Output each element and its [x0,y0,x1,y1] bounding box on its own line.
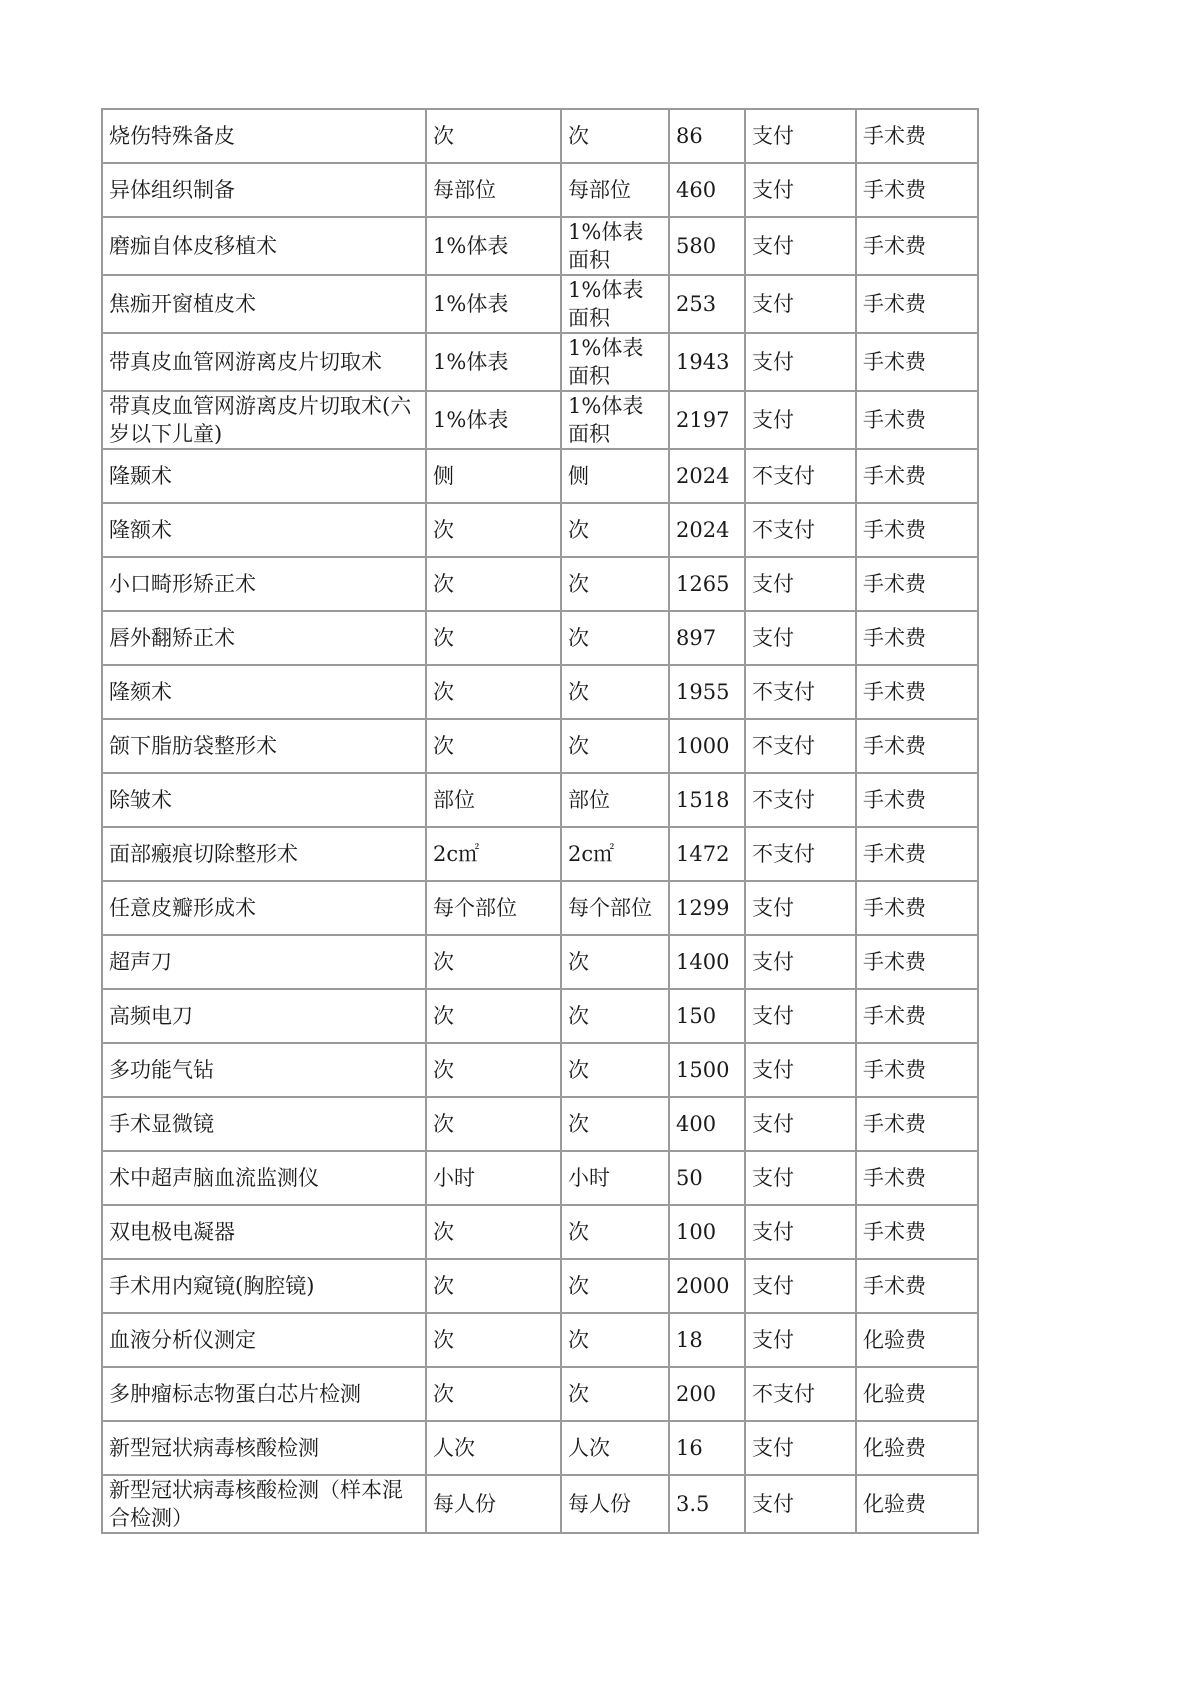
item-name-cell: 烧伤特殊备皮 [102,109,426,163]
payment-cell: 支付 [745,881,856,935]
pricing-unit-cell: 次 [561,1259,669,1313]
payment-cell: 支付 [745,1043,856,1097]
item-name-cell: 术中超声脑血流监测仪 [102,1151,426,1205]
item-name-cell: 唇外翻矫正术 [102,611,426,665]
fee-type-cell: 手术费 [856,773,978,827]
item-name-cell: 新型冠状病毒核酸检测（样本混合检测） [102,1475,426,1533]
price-cell: 100 [669,1205,745,1259]
fee-table [101,108,979,1534]
unit-cell: 次 [426,1043,561,1097]
payment-cell: 支付 [745,1313,856,1367]
table-row [102,719,978,773]
item-name-cell: 隆颏术 [102,665,426,719]
pricing-unit-cell: 次 [561,1043,669,1097]
item-name-cell: 焦痂开窗植皮术 [102,275,426,333]
fee-type-cell: 手术费 [856,1097,978,1151]
price-cell: 1299 [669,881,745,935]
payment-cell: 不支付 [745,773,856,827]
table-row [102,1475,978,1533]
unit-cell: 人次 [426,1421,561,1475]
price-cell: 253 [669,275,745,333]
table-row [102,391,978,449]
payment-cell: 支付 [745,1151,856,1205]
fee-type-cell: 手术费 [856,557,978,611]
table-row [102,1043,978,1097]
payment-cell: 支付 [745,1421,856,1475]
fee-type-cell: 化验费 [856,1313,978,1367]
table-row [102,611,978,665]
unit-cell: 次 [426,665,561,719]
unit-cell: 次 [426,1097,561,1151]
pricing-unit-cell: 小时 [561,1151,669,1205]
table-row [102,217,978,275]
fee-type-cell: 手术费 [856,881,978,935]
price-cell: 86 [669,109,745,163]
price-cell: 1500 [669,1043,745,1097]
table-row [102,1097,978,1151]
price-cell: 1943 [669,333,745,391]
unit-cell: 次 [426,109,561,163]
item-name-cell: 多肿瘤标志物蛋白芯片检测 [102,1367,426,1421]
fee-type-cell: 手术费 [856,935,978,989]
fee-type-cell: 手术费 [856,391,978,449]
unit-cell: 每个部位 [426,881,561,935]
unit-cell: 次 [426,611,561,665]
pricing-unit-cell: 1%体表面积 [561,333,669,391]
pricing-unit-cell: 次 [561,557,669,611]
payment-cell: 支付 [745,1205,856,1259]
payment-cell: 支付 [745,217,856,275]
payment-cell: 支付 [745,611,856,665]
fee-type-cell: 手术费 [856,827,978,881]
unit-cell: 次 [426,557,561,611]
pricing-unit-cell: 次 [561,1097,669,1151]
table-row [102,773,978,827]
item-name-cell: 除皱术 [102,773,426,827]
pricing-unit-cell: 次 [561,1205,669,1259]
item-name-cell: 任意皮瓣形成术 [102,881,426,935]
payment-cell: 不支付 [745,1367,856,1421]
table-row [102,1313,978,1367]
price-cell: 460 [669,163,745,217]
pricing-unit-cell: 部位 [561,773,669,827]
item-name-cell: 磨痂自体皮移植术 [102,217,426,275]
fee-type-cell: 手术费 [856,275,978,333]
fee-type-cell: 手术费 [856,1205,978,1259]
unit-cell: 次 [426,1313,561,1367]
pricing-unit-cell: 2c㎡ [561,827,669,881]
price-cell: 3.5 [669,1475,745,1533]
fee-type-cell: 化验费 [856,1367,978,1421]
payment-cell: 支付 [745,935,856,989]
pricing-unit-cell: 1%体表面积 [561,391,669,449]
pricing-unit-cell: 每个部位 [561,881,669,935]
table-row [102,1421,978,1475]
fee-type-cell: 手术费 [856,665,978,719]
table-row [102,827,978,881]
price-cell: 1472 [669,827,745,881]
unit-cell: 1%体表 [426,333,561,391]
pricing-unit-cell: 侧 [561,449,669,503]
price-cell: 18 [669,1313,745,1367]
fee-type-cell: 手术费 [856,1043,978,1097]
payment-cell: 支付 [745,557,856,611]
item-name-cell: 隆颞术 [102,449,426,503]
table-row [102,665,978,719]
table-row [102,1151,978,1205]
price-cell: 1000 [669,719,745,773]
unit-cell: 次 [426,935,561,989]
table-row [102,275,978,333]
unit-cell: 1%体表 [426,217,561,275]
unit-cell: 次 [426,1205,561,1259]
payment-cell: 支付 [745,109,856,163]
table-row [102,109,978,163]
fee-type-cell: 手术费 [856,1259,978,1313]
price-cell: 150 [669,989,745,1043]
fee-type-cell: 手术费 [856,989,978,1043]
fee-type-cell: 化验费 [856,1421,978,1475]
fee-type-cell: 化验费 [856,1475,978,1533]
item-name-cell: 异体组织制备 [102,163,426,217]
payment-cell: 不支付 [745,827,856,881]
table-row [102,989,978,1043]
payment-cell: 支付 [745,333,856,391]
unit-cell: 部位 [426,773,561,827]
payment-cell: 支付 [745,989,856,1043]
price-cell: 50 [669,1151,745,1205]
unit-cell: 次 [426,1259,561,1313]
item-name-cell: 隆额术 [102,503,426,557]
table-row [102,1205,978,1259]
pricing-unit-cell: 每部位 [561,163,669,217]
item-name-cell: 面部瘢痕切除整形术 [102,827,426,881]
item-name-cell: 小口畸形矫正术 [102,557,426,611]
table-row [102,503,978,557]
table-row [102,557,978,611]
pricing-unit-cell: 次 [561,989,669,1043]
pricing-unit-cell: 每人份 [561,1475,669,1533]
unit-cell: 小时 [426,1151,561,1205]
item-name-cell: 手术用内窥镜(胸腔镜) [102,1259,426,1313]
table-row [102,1259,978,1313]
item-name-cell: 超声刀 [102,935,426,989]
table-row [102,449,978,503]
payment-cell: 不支付 [745,665,856,719]
price-cell: 2000 [669,1259,745,1313]
payment-cell: 支付 [745,1097,856,1151]
unit-cell: 2c㎡ [426,827,561,881]
price-cell: 1265 [669,557,745,611]
fee-type-cell: 手术费 [856,163,978,217]
item-name-cell: 双电极电凝器 [102,1205,426,1259]
price-cell: 200 [669,1367,745,1421]
item-name-cell: 带真皮血管网游离皮片切取术(六岁以下儿童) [102,391,426,449]
payment-cell: 支付 [745,391,856,449]
fee-type-cell: 手术费 [856,1151,978,1205]
unit-cell: 次 [426,503,561,557]
pricing-unit-cell: 人次 [561,1421,669,1475]
unit-cell: 次 [426,1367,561,1421]
item-name-cell: 高频电刀 [102,989,426,1043]
price-cell: 897 [669,611,745,665]
pricing-unit-cell: 次 [561,611,669,665]
price-cell: 580 [669,217,745,275]
pricing-unit-cell: 次 [561,719,669,773]
price-cell: 16 [669,1421,745,1475]
fee-type-cell: 手术费 [856,503,978,557]
fee-type-cell: 手术费 [856,109,978,163]
table-row [102,881,978,935]
fee-type-cell: 手术费 [856,719,978,773]
table-row [102,1367,978,1421]
item-name-cell: 新型冠状病毒核酸检测 [102,1421,426,1475]
unit-cell: 每人份 [426,1475,561,1533]
payment-cell: 支付 [745,1475,856,1533]
payment-cell: 支付 [745,275,856,333]
item-name-cell: 带真皮血管网游离皮片切取术 [102,333,426,391]
payment-cell: 不支付 [745,503,856,557]
fee-type-cell: 手术费 [856,333,978,391]
price-cell: 1400 [669,935,745,989]
fee-type-cell: 手术费 [856,217,978,275]
unit-cell: 次 [426,719,561,773]
price-cell: 1518 [669,773,745,827]
pricing-unit-cell: 次 [561,109,669,163]
item-name-cell: 多功能气钻 [102,1043,426,1097]
pricing-unit-cell: 1%体表面积 [561,275,669,333]
table-row [102,333,978,391]
pricing-unit-cell: 次 [561,935,669,989]
payment-cell: 不支付 [745,719,856,773]
price-cell: 400 [669,1097,745,1151]
payment-cell: 不支付 [745,449,856,503]
pricing-unit-cell: 次 [561,1313,669,1367]
unit-cell: 次 [426,989,561,1043]
price-cell: 2197 [669,391,745,449]
table-row [102,163,978,217]
pricing-unit-cell: 次 [561,665,669,719]
price-cell: 1955 [669,665,745,719]
unit-cell: 1%体表 [426,275,561,333]
pricing-unit-cell: 1%体表面积 [561,217,669,275]
table-row [102,935,978,989]
unit-cell: 每部位 [426,163,561,217]
unit-cell: 侧 [426,449,561,503]
payment-cell: 支付 [745,163,856,217]
item-name-cell: 血液分析仪测定 [102,1313,426,1367]
pricing-unit-cell: 次 [561,1367,669,1421]
fee-type-cell: 手术费 [856,449,978,503]
fee-type-cell: 手术费 [856,611,978,665]
fee-table-body [102,109,978,1533]
item-name-cell: 手术显微镜 [102,1097,426,1151]
item-name-cell: 颌下脂肪袋整形术 [102,719,426,773]
price-cell: 2024 [669,503,745,557]
unit-cell: 1%体表 [426,391,561,449]
payment-cell: 支付 [745,1259,856,1313]
price-cell: 2024 [669,449,745,503]
pricing-unit-cell: 次 [561,503,669,557]
